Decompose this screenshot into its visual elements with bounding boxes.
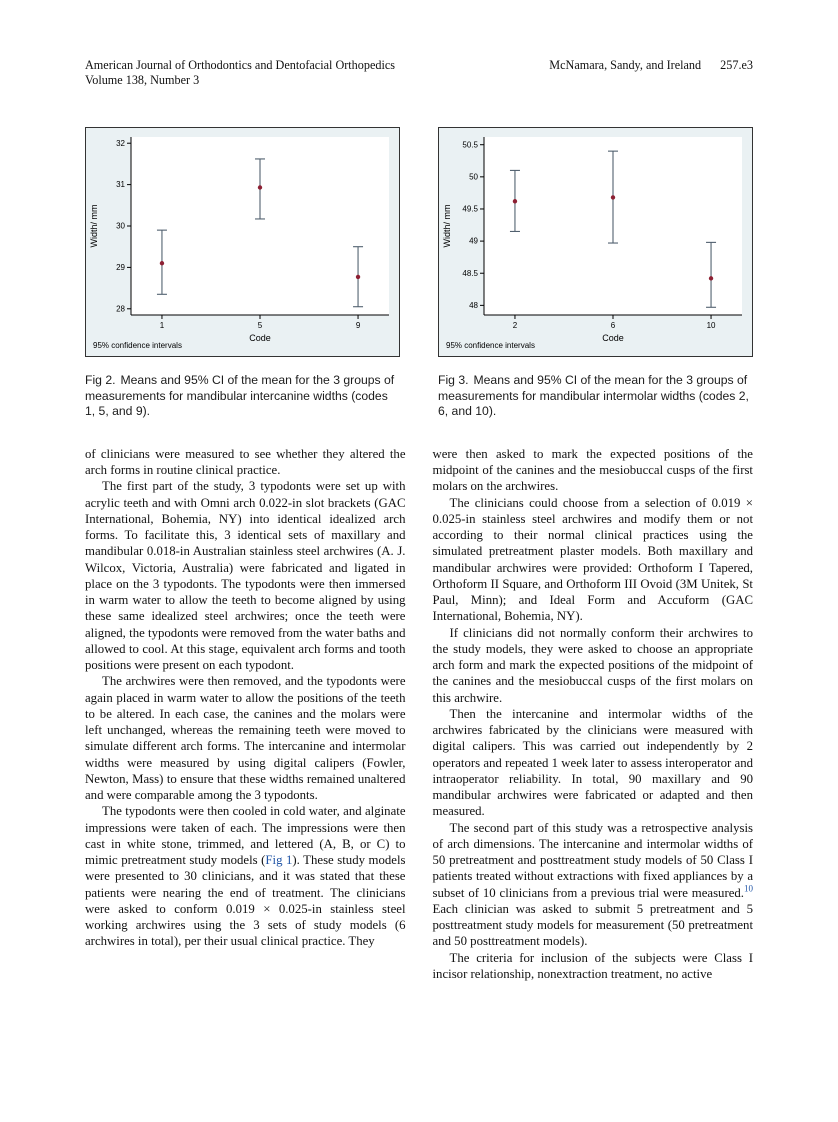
y-tick-label: 29 bbox=[116, 262, 125, 272]
y-tick-label: 32 bbox=[116, 138, 125, 148]
journal-title: American Journal of Orthodontics and Dentofacial Orthopedics bbox=[85, 58, 396, 72]
journal-header bbox=[85, 58, 395, 88]
y-tick-label: 50.5 bbox=[462, 140, 478, 150]
mean-marker bbox=[356, 275, 360, 279]
paragraph bbox=[433, 495, 754, 625]
x-tick-label: 9 bbox=[355, 321, 361, 330]
fig2-caption bbox=[85, 373, 400, 420]
fig3-caption-text: Means and 95% CI of the mean for the 3 groups of measurements for mandibular intermolar widths (codes 2, 6, and 10). bbox=[438, 373, 749, 419]
y-tick-label: 48.5 bbox=[462, 268, 478, 278]
paragraph bbox=[433, 446, 754, 495]
text-run: The typodonts were then cooled in cold water, and alginate impressions were taken of each. The impressions were then cast in white stone, trimmed, and lettered (A, B, or C) to mimic pretreatment study models ( bbox=[85, 804, 406, 868]
fig-reference-link[interactable]: Fig 1 bbox=[265, 853, 293, 868]
mean-marker bbox=[709, 276, 713, 280]
text-run: were then asked to mark the expected positions of the midpoint of the canines and the mesiobuccal cusps of the first molars on the archwires. bbox=[432, 446, 753, 494]
citation-superscript[interactable]: 10 bbox=[744, 883, 753, 894]
text-run: The second part of this study was a retrospective analysis of arch dimensions. The intercanine and intermolar widths of 50 pretreatment and posttreatment study models of 50 Class I patients treated without extractions with fixed appliances by a subset of 10 clinicians from a previous trial were measured. bbox=[432, 820, 753, 900]
y-tick-label: 49 bbox=[469, 236, 478, 246]
paragraph bbox=[433, 950, 754, 983]
y-tick-label: 31 bbox=[116, 180, 125, 190]
paragraph bbox=[85, 446, 406, 479]
x-tick-label: 2 bbox=[512, 321, 518, 330]
text-run: The criteria for inclusion of the subjects were Class I incisor relationship, nonextraction treatment, no active bbox=[432, 950, 753, 981]
text-run: Then the intercanine and intermolar widths of the archwires fabricated by the clinicians were measured with digital calipers. This was carried out independently by 2 operators and repeated 1 week later to assess interoperator and intraoperator reliability. In total, 90 maxillary and 90 mandibular archwires were fabricated or adapted and then measured. bbox=[432, 706, 753, 819]
fig2-caption-label: Fig 2. bbox=[85, 373, 116, 387]
text-run: of clinicians were measured to see whether they altered the arch forms in routine clinical practice. bbox=[85, 446, 406, 478]
paragraph bbox=[433, 820, 754, 950]
text-run: If clinicians did not normally conform their archwires to the study models, they were asked to choose an appropriate arch form and mark the expected positions of the midpoint of the canines and the mesiobuccal cusps of the first molars on this archwire. bbox=[432, 625, 753, 705]
paragraph bbox=[85, 478, 406, 673]
mean-marker bbox=[258, 185, 262, 189]
fig2-chart bbox=[85, 127, 400, 357]
x-axis-title: Code bbox=[602, 333, 624, 343]
fig3-chart bbox=[438, 127, 753, 357]
fig3-caption bbox=[438, 373, 753, 420]
running-head bbox=[549, 58, 753, 73]
x-tick-label: 10 bbox=[706, 321, 716, 330]
x-tick-label: 1 bbox=[159, 321, 165, 330]
text-run: The clinicians could choose from a selection of 0.019 × 0.025-in stainless steel archwires and modify them or not according to their normal clinical practices using the simulated pretreatment plaster models. Both maxillary and mandibular archwires were provided: Orthoform I Tapered, Orthoform II Square, and Orthoform III Ovoid (3M Unitek, St Paul, Minn); and Ideal Form and Accuform (GAC International, Bohemia, NY). bbox=[432, 495, 753, 624]
mean-marker bbox=[160, 261, 164, 265]
figures-section bbox=[0, 127, 838, 420]
y-tick-label: 30 bbox=[116, 221, 125, 231]
mean-marker bbox=[611, 195, 615, 199]
paragraph bbox=[433, 625, 754, 706]
x-tick-label: 6 bbox=[610, 321, 616, 330]
paragraph bbox=[85, 673, 406, 803]
page-header bbox=[0, 0, 838, 88]
journal-volume: Volume 138, Number 3 bbox=[85, 73, 200, 87]
left-column bbox=[85, 446, 406, 982]
y-axis-title: Width/ mm bbox=[442, 204, 452, 248]
text-run: ). These study models were presented to 30 clinicians, and it was stated that these patients were nearing the end of treatment. The clinicians were asked to conform 0.019 × 0.025-in stainless steel working archwires using the 3 sets of study models (6 archwires in total), per their usual clinical practice. They bbox=[85, 853, 406, 949]
page-number: 257.e3 bbox=[720, 58, 753, 72]
text-run: Each clinician was asked to submit 5 pretreatment and 5 posttreatment study models for measurement (50 pretreatment and 50 posttreatment models). bbox=[432, 901, 753, 949]
y-axis-title: Width/ mm bbox=[89, 204, 99, 248]
text-run: The archwires were then removed, and the typodonts were again placed in warm water to allow the positions of the teeth to be altered. In each case, the canines and the molars were left unchanged, whereas the remaining teeth were moved to simulate different arch forms. The intercanine and intermolar widths were measured by using digital calipers (Fowler, Newton, Mass) to ensure that these widths remained unaltered and were comparable among the 3 typodonts. bbox=[85, 674, 406, 803]
article-body bbox=[0, 446, 838, 982]
paragraph bbox=[85, 803, 406, 949]
y-tick-label: 28 bbox=[116, 304, 125, 314]
mean-marker bbox=[513, 199, 517, 203]
running-authors: McNamara, Sandy, and Ireland bbox=[549, 58, 702, 72]
right-column bbox=[433, 446, 754, 982]
paragraph bbox=[433, 706, 754, 820]
ci-note: 95% confidence intervals bbox=[93, 341, 182, 350]
figure-3 bbox=[438, 127, 753, 420]
y-tick-label: 49.5 bbox=[462, 204, 478, 214]
y-tick-label: 50 bbox=[469, 172, 478, 182]
x-tick-label: 5 bbox=[257, 321, 263, 330]
ci-note: 95% confidence intervals bbox=[446, 341, 535, 350]
fig3-caption-label: Fig 3. bbox=[438, 373, 469, 387]
fig2-caption-text: Means and 95% CI of the mean for the 3 groups of measurements for mandibular intercanine widths (codes 1, 5, and 9). bbox=[85, 373, 395, 419]
figure-2 bbox=[85, 127, 400, 420]
text-run: The first part of the study, 3 typodonts were set up with acrylic teeth and with Omni arch 0.022-in slot brackets (GAC International, Bohemia, NY) into identical idealized arch forms. To facilitate this, 3 identical sets of maxillary and mandibular 0.018-in Australian stainless steel archwires (A. J. Wilcox, Victoria, Australia) were fabricated and ligated in place on the 3 typodonts. The typodonts were then immersed in warm water to allow the teeth to become aligned by using these same idealized steel archwires; once the teeth were aligned, the typodonts were removed from the water baths and allowed to cool. At this stage, equivalent arch forms and tooth positions were present on each typodont. bbox=[85, 479, 406, 673]
x-axis-title: Code bbox=[249, 333, 271, 343]
y-tick-label: 48 bbox=[469, 300, 478, 310]
